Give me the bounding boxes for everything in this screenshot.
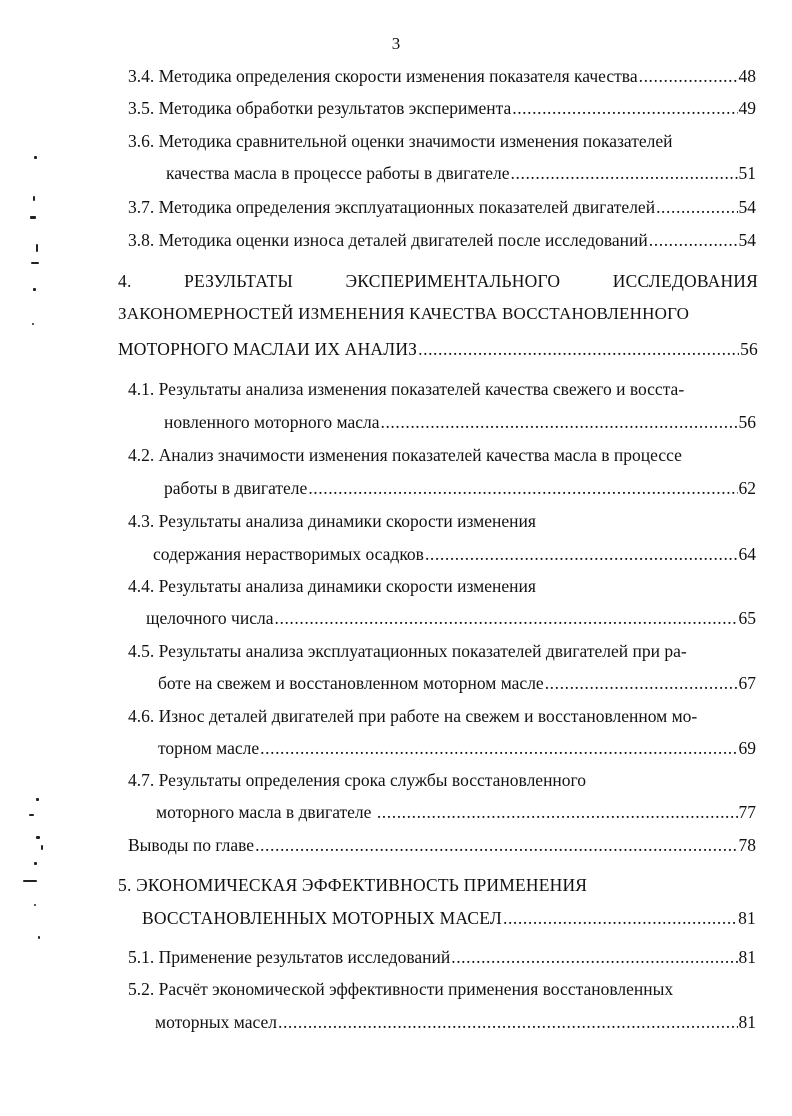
- toc-entry-4-5-line2: [158, 671, 756, 695]
- toc-entry-3-7: [128, 195, 756, 219]
- scan-speck: [29, 814, 34, 816]
- page-number: 3: [391, 34, 401, 53]
- toc-entry-page: 56: [738, 412, 756, 432]
- scan-speck: [34, 904, 36, 906]
- toc-entry-title: Результаты анализа эксплуатационных показателей двигателей при ра-: [158, 641, 687, 661]
- toc-entry-conclusions: [128, 833, 756, 857]
- toc-entry-number: 3.4.: [128, 66, 155, 86]
- toc-leader-dots: [260, 736, 737, 760]
- chapter-4-heading-line2: [118, 302, 758, 326]
- chapter-number: 4.: [118, 271, 132, 291]
- toc-entry-page: 77: [738, 802, 756, 822]
- toc-entry-number: 4.1.: [128, 379, 155, 399]
- toc-entry-page: 54: [738, 230, 756, 250]
- toc-entry-title: Износ деталей двигателей при работе на свежем и восстановленном мо-: [158, 706, 698, 726]
- toc-leader-dots: [649, 228, 738, 252]
- chapter-title: ЗАКОНОМЕРНОСТЕЙ ИЗМЕНЕНИЯ КАЧЕСТВА ВОССТАНОВЛЕННОГО: [118, 304, 690, 323]
- toc-leader-dots: [380, 410, 737, 434]
- toc-entry-4-1-line2: [164, 410, 756, 434]
- scan-speck: [34, 862, 37, 865]
- toc-entry-title: Методика определения эксплуатационных показателей двигателей: [158, 197, 656, 217]
- toc-entry-number: 4.6.: [128, 706, 155, 726]
- toc-entry-5-2-line2: [155, 1010, 756, 1034]
- toc-entry-title: Анализ значимости изменения показателей качества масла в процессе: [158, 445, 682, 465]
- toc-entry-4-3-line2: [153, 542, 756, 566]
- toc-entry-title-cont: работы в двигателе: [164, 478, 308, 498]
- toc-entry-4-7-line1: [128, 768, 760, 792]
- scan-speck: [30, 216, 36, 219]
- scan-speck: [31, 262, 39, 264]
- toc-leader-dots: [418, 337, 739, 361]
- scan-speck: [33, 196, 35, 201]
- toc-entry-title-cont: торном масле: [158, 738, 260, 758]
- toc-entry-4-3-line1: [128, 509, 760, 533]
- toc-entry-3-5: [128, 96, 756, 120]
- toc-entry-title-cont: новленного моторного масла: [164, 412, 380, 432]
- toc-entry-page: 54: [738, 197, 756, 217]
- toc-entry-5-1: [128, 945, 756, 969]
- toc-entry-title: Расчёт экономической эффективности применения восстановленных: [158, 979, 674, 999]
- toc-entry-title: Методика обработки результатов эксперимента: [158, 98, 512, 118]
- scan-speck: [41, 845, 43, 850]
- toc-leader-dots: [545, 671, 738, 695]
- toc-leader-dots: [511, 161, 738, 185]
- toc-entry-title-cont: качества масла в процессе работы в двигателе: [166, 163, 510, 183]
- toc-entry-page: 51: [738, 163, 756, 183]
- toc-leader-dots: [656, 195, 737, 219]
- toc-entry-5-2-line1: [128, 977, 760, 1001]
- toc-entry-title: Результаты анализа динамики скорости изменения: [158, 511, 536, 531]
- chapter-5-heading-line2: [142, 906, 756, 930]
- scan-speck: [36, 798, 39, 801]
- chapter-title-word: ИССЛЕДОВАНИЯ: [612, 271, 758, 291]
- chapter-title: 5. ЭКОНОМИЧЕСКАЯ ЭФФЕКТИВНОСТЬ ПРИМЕНЕНИЯ: [118, 875, 588, 895]
- toc-entry-number: 5.1.: [128, 947, 155, 967]
- toc-entry-title: Методика сравнительной оценки значимости изменения показателей: [158, 131, 673, 151]
- toc-entry-number: 4.3.: [128, 511, 155, 531]
- toc-entry-number: 3.7.: [128, 197, 155, 217]
- toc-entry-title-cont: моторных масел: [155, 1012, 277, 1032]
- scan-speck: [33, 288, 36, 291]
- toc-entry-page: 81: [738, 908, 756, 928]
- toc-leader-dots: [451, 945, 737, 969]
- toc-leader-dots: [512, 96, 737, 120]
- toc-entry-page: 62: [738, 478, 756, 498]
- toc-entry-number: 5.2.: [128, 979, 155, 999]
- toc-entry-page: 48: [738, 66, 756, 86]
- toc-entry-3-6-line1: [128, 129, 756, 153]
- chapter-title-word: РЕЗУЛЬТАТЫ: [184, 271, 293, 291]
- toc-entry-title-cont: содержания нерастворимых осадков: [153, 544, 424, 564]
- scan-speck: [34, 156, 37, 159]
- toc-entry-title: Выводы по главе: [128, 835, 255, 855]
- toc-entry-3-6-line2: [166, 161, 756, 185]
- toc-entry-number: 3.6.: [128, 131, 155, 151]
- toc-leader-dots: [278, 1010, 738, 1034]
- chapter-title: ВОССТАНОВЛЕННЫХ МОТОРНЫХ МАСЕЛ: [142, 908, 502, 928]
- toc-leader-dots: [255, 833, 737, 857]
- toc-entry-title: Методика определения скорости изменения показателя качества: [158, 66, 638, 86]
- chapter-4-heading-line3: [118, 337, 758, 361]
- toc-entry-page: 56: [740, 339, 758, 359]
- toc-entry-3-8: [128, 228, 756, 252]
- toc-entry-title: Применение результатов исследований: [158, 947, 451, 967]
- toc-entry-title-cont: моторного масла в двигателе: [156, 802, 372, 822]
- toc-entry-4-7-line2: [156, 800, 756, 824]
- toc-entry-number: 4.2.: [128, 445, 155, 465]
- toc-leader-dots: [377, 800, 738, 824]
- toc-entry-4-4-line2: [146, 606, 756, 630]
- toc-entry-title: Результаты анализа динамики скорости изменения: [158, 576, 536, 596]
- toc-entry-4-6-line1: [128, 704, 760, 728]
- chapter-4-heading-line1: [118, 269, 758, 293]
- chapter-title: МОТОРНОГО МАСЛАИ ИХ АНАЛИЗ: [118, 339, 418, 359]
- toc-entry-3-4: [128, 64, 756, 88]
- toc-entry-4-1-line1: [128, 377, 760, 401]
- toc-entry-number: 3.5.: [128, 98, 155, 118]
- toc-entry-4-6-line2: [158, 736, 756, 760]
- toc-entry-title: Результаты определения срока службы восстановленного: [158, 770, 587, 790]
- scan-speck: [32, 323, 34, 325]
- toc-entry-page: 67: [738, 673, 756, 693]
- scan-speck: [36, 244, 38, 252]
- toc-leader-dots: [308, 476, 737, 500]
- toc-entry-title-cont: боте на свежем и восстановленном моторном масле: [158, 673, 544, 693]
- toc-entry-number: 4.4.: [128, 576, 155, 596]
- toc-leader-dots: [639, 64, 738, 88]
- toc-entry-4-4-line1: [128, 574, 760, 598]
- toc-entry-number: 4.7.: [128, 770, 155, 790]
- scan-speck: [36, 836, 40, 839]
- toc-entry-page: 49: [738, 98, 756, 118]
- toc-entry-title: Результаты анализа изменения показателей качества свежего и восста-: [158, 379, 685, 399]
- toc-entry-4-5-line1: [128, 639, 760, 663]
- toc-entry-page: 81: [738, 1012, 756, 1032]
- toc-entry-4-2-line1: [128, 443, 760, 467]
- toc-entry-page: 78: [738, 835, 756, 855]
- toc-leader-dots: [275, 606, 738, 630]
- toc-entry-title-cont: щелочного числа: [146, 608, 274, 628]
- toc-entry-page: 64: [738, 544, 756, 564]
- toc-entry-page: 65: [738, 608, 756, 628]
- toc-entry-page: 81: [738, 947, 756, 967]
- toc-entry-page: 69: [738, 738, 756, 758]
- chapter-title-word: ЭКСПЕРИМЕНТАЛЬНОГО: [345, 271, 561, 291]
- chapter-5-heading-line1: [118, 873, 758, 897]
- toc-entry-number: 4.5.: [128, 641, 155, 661]
- toc-entry-title: Методика оценки износа деталей двигателей после исследований: [158, 230, 648, 250]
- toc-leader-dots: [503, 906, 737, 930]
- toc-entry-number: 3.8.: [128, 230, 155, 250]
- scan-speck: [23, 880, 37, 882]
- toc-leader-dots: [425, 542, 738, 566]
- scan-speck: [38, 936, 40, 939]
- toc-entry-4-2-line2: [164, 476, 756, 500]
